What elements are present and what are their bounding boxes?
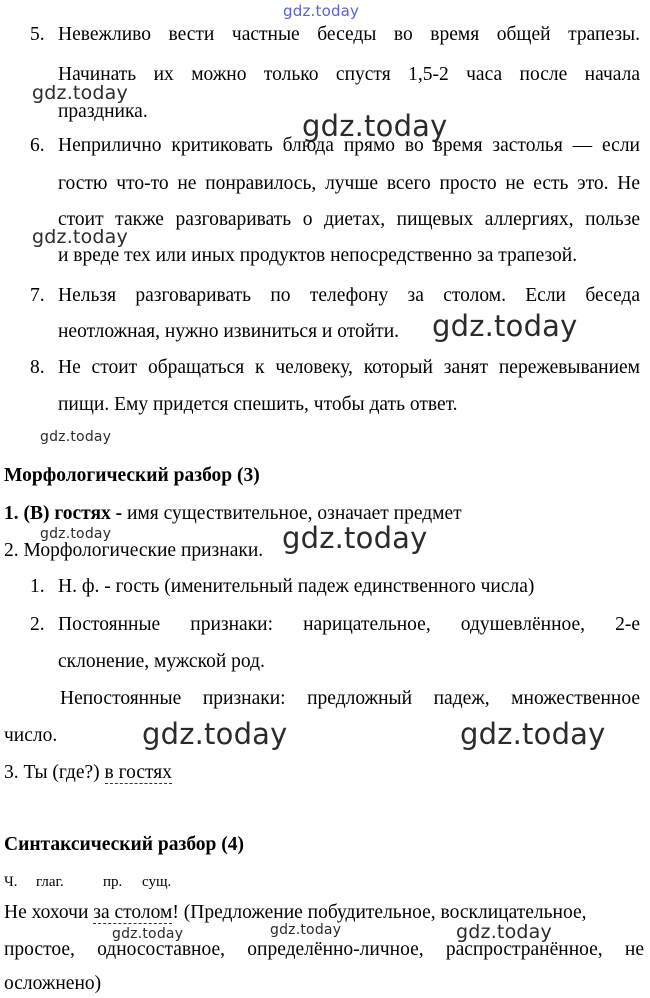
pos-label: глаг. — [36, 874, 64, 890]
list-item-line: Нельзя разговаривать по телефону за столом. Если беседа — [58, 285, 640, 306]
list-number: 6. — [30, 135, 45, 156]
watermark: gdz.today — [456, 921, 552, 943]
section-heading: Синтаксический разбор (4) — [4, 834, 245, 855]
watermark: gdz.today — [282, 521, 428, 555]
watermark: gdz.today — [40, 526, 112, 542]
morph-sub-2-line: Постоянные признаки: нарицательное, одушевлённое, 2-е — [58, 614, 640, 635]
list-item-line: Неприлично критиковать блюда прямо во время застолья — если — [58, 135, 640, 156]
morph-question: 3. Ты (где?) — [4, 762, 105, 783]
list-number: 1. — [30, 576, 45, 597]
morph-nonconstant-line: число. — [4, 725, 58, 746]
watermark: gdz.today — [32, 226, 128, 248]
list-item-line: и вреде тех или иных продуктов непосредственно за трапезой. — [58, 245, 578, 266]
section-heading: Морфологический разбор (3) — [4, 465, 260, 486]
pos-label: сущ. — [142, 874, 172, 890]
morph-item-2: 2. Морфологические признаки. — [4, 540, 264, 561]
list-number: 2. — [30, 614, 45, 635]
list-item-line: пищи. Ему придется спешить, чтобы дать ответ. — [58, 394, 458, 415]
list-number: 5. — [30, 24, 45, 45]
morph-nonconstant-line: Непостоянные признаки: предложный падеж, множественное — [60, 688, 640, 709]
list-item-line: Начинать их можно только спустя 1,5-2 часа после начала — [58, 64, 640, 85]
watermark: gdz.today — [112, 926, 184, 942]
pos-label: пр. — [103, 874, 123, 890]
list-item-line: праздника. — [58, 101, 148, 122]
underlined-phrase: за столом — [93, 902, 173, 923]
watermark: gdz.today — [460, 717, 606, 751]
watermark: gdz.today — [302, 109, 448, 143]
sentence-line — [4, 901, 586, 925]
sentence-text: Не хохочи — [4, 902, 94, 923]
list-item-line: стоит также разговаривать о диетах, пищевых аллергиях, пользе — [58, 209, 640, 230]
morph-sub-2-line: склонение, мужской род. — [58, 651, 265, 672]
morph-item-3 — [4, 761, 172, 785]
pos-label: Ч. — [4, 874, 18, 890]
watermark: gdz.today — [142, 717, 288, 751]
list-number: 7. — [30, 285, 45, 306]
morph-description: имя существительное, означает предмет — [122, 503, 462, 524]
watermark: gdz.today — [283, 2, 360, 20]
list-item-line: Невежливо вести частные беседы во время общей трапезы. — [58, 24, 640, 45]
watermark: gdz.today — [32, 82, 128, 104]
morph-word: 1. (В) гостях - — [4, 503, 123, 524]
sentence-analysis-line: осложнено) — [4, 973, 102, 994]
morph-item-1 — [4, 502, 462, 526]
morph-sub-1: Н. ф. - гость (именительный падеж единственного числа) — [58, 576, 535, 597]
list-item-line: неотложная, нужно извиниться и отойти. — [58, 321, 400, 342]
watermark: gdz.today — [432, 309, 578, 343]
watermark: gdz.today — [270, 922, 342, 938]
list-item-line: гостю что-то не понравилось, лучше всего просто не есть это. Не — [58, 173, 640, 194]
list-number: 8. — [30, 357, 45, 378]
sentence-analysis-line: простое, односоставное, определённо-личное, распространённое, не — [4, 939, 644, 960]
sentence-text: ! (Предложение побудительное, восклицательное, — [172, 902, 587, 923]
watermark: gdz.today — [40, 429, 112, 445]
list-item-line: Не стоит обращаться к человеку, который занят пережевыванием — [58, 357, 640, 378]
underlined-phrase: в гостях — [104, 762, 173, 783]
